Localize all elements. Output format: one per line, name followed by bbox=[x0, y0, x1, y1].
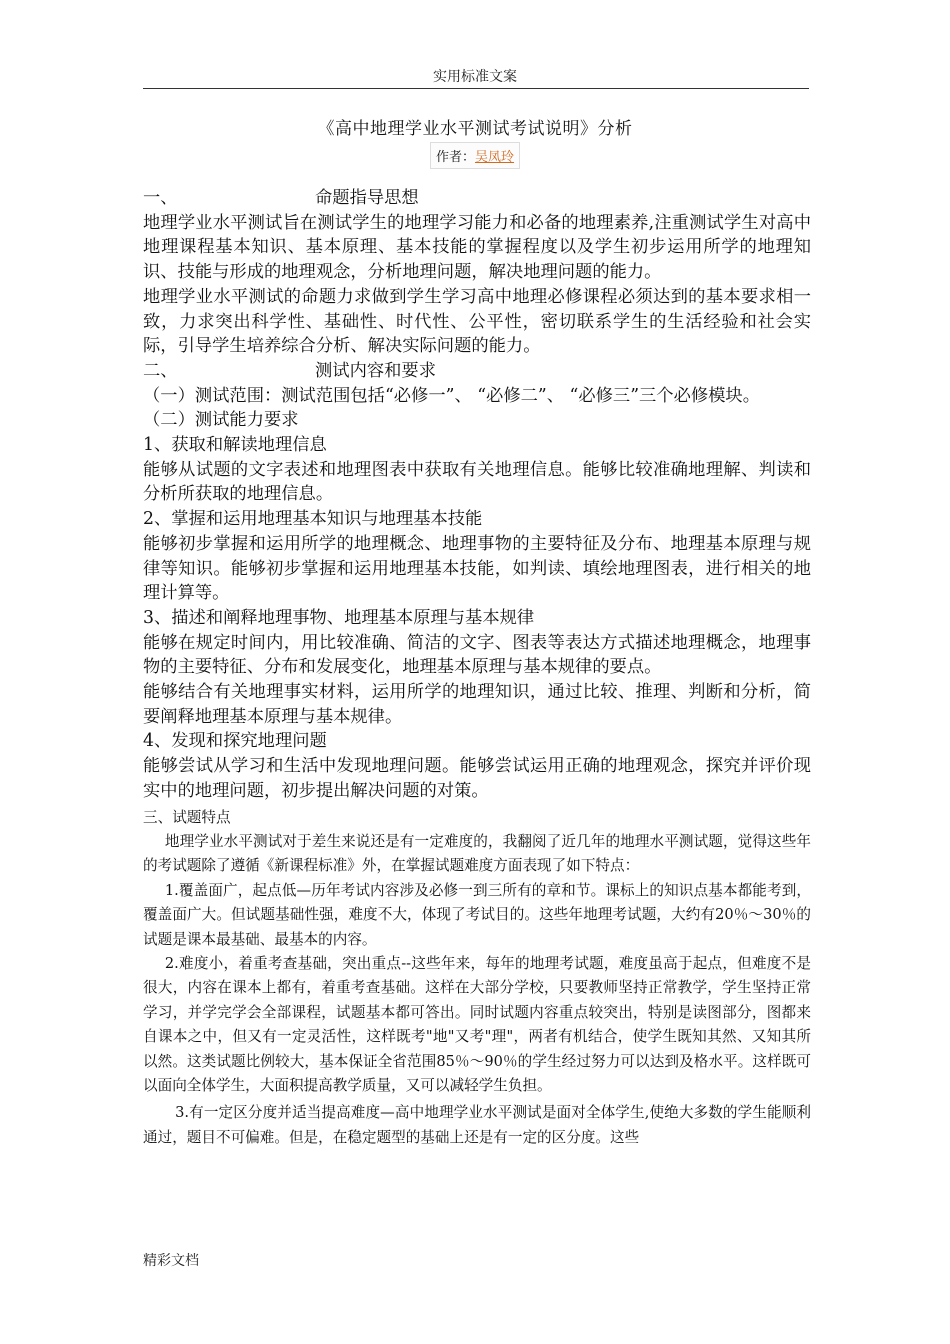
ability-4-title: 4、发现和探究地理问题 bbox=[143, 731, 327, 752]
author-name-link[interactable]: 吴凤玲 bbox=[475, 150, 515, 165]
section-1-title: 命题指导思想 bbox=[315, 188, 419, 208]
ability-2-title: 2、掌握和运用地理基本知识与地理基本技能 bbox=[143, 509, 483, 530]
feature-point-1: 1.覆盖面广，起点低—历年考试内容涉及必修一到三所有的章和节。课标上的知识点基本都能考到，覆盖面广大。但试题基础性强，难度不大，体现了考试目的。这些年地理考试题，大约有20％～30％的试题是课本最基础、最基本的内容。 bbox=[143, 881, 811, 948]
section-1-paragraph-2: 地理学业水平测试的命题力求做到学生学习高中地理必修课程必须达到的基本要求相一致，力求突出科学性、基础性、时代性、公平性，密切联系学生的生活经验和社会实际，引导学生培养综合分析、解决实际问题的能力。 bbox=[143, 286, 811, 357]
page-header: 实用标准文案 bbox=[433, 69, 517, 85]
test-scope: （一）测试范围：测试范围包括“必修一”、 “必修二”、 “必修三”三个必修模块。 bbox=[143, 385, 760, 406]
feature-point-2: 2.难度小，着重考查基础，突出重点--这些年来，每年的地理考试题，难度虽高于起点，但难度不是很大，内容在课本上都有，着重考查基础。这样在大部分学校，只要教师坚持正常教学，学生坚持正常学习，并学完学会全部课程，试题基本都可答出。同时试题内容重点较突出，特别是读图部分，图都来自课本之中，但又有一定灵活性，这样既考"地"又考"理"，两者有机结合，使学生既知其然、又知其所以然。这类试题比例较大，基本保证全省范围85％～90％的学生经过努力可以达到及格水平。这样既可以面向全体学生，大面积提高教学质量，又可以减轻学生负担。 bbox=[143, 955, 811, 1095]
author-label: 作者： bbox=[436, 150, 476, 165]
ability-1-text: 能够从试题的文字表述和地理图表中获取有关地理信息。能够比较准确地理解、判读和分析所获取的地理信息。 bbox=[143, 459, 811, 505]
section-1-number: 一、 bbox=[143, 188, 178, 208]
section-1-heading bbox=[143, 186, 811, 211]
document-body bbox=[143, 186, 811, 1150]
ability-requirements-heading: （二）测试能力要求 bbox=[143, 410, 299, 431]
section-2-title: 测试内容和要求 bbox=[315, 360, 436, 381]
header-divider bbox=[143, 88, 809, 89]
ability-4-text: 能够尝试从学习和生活中发现地理问题。能够尝试运用正确的地理观念，探究并评价现实中的地理问题，初步提出解决问题的对策。 bbox=[143, 756, 811, 801]
ability-2-text: 能够初步掌握和运用所学的地理概念、地理事物的主要特征及分布、地理基本原理与规律等知识。能够初步掌握和运用地理基本技能，如判读、填绘地理图表，进行相关的地理计算等。 bbox=[143, 533, 811, 604]
section-3-intro: 地理学业水平测试对于差生来说还是有一定难度的，我翻阅了近几年的地理水平测试题，觉得这些年的考试题除了遵循《新课程标准》外，在掌握试题难度方面表现了如下特点： bbox=[143, 832, 811, 875]
author-line bbox=[430, 142, 520, 169]
ability-3-text-2: 能够结合有关地理事实材料，运用所学的地理知识，通过比较、推理、判断和分析，简要阐释地理基本原理与基本规律。 bbox=[143, 682, 811, 727]
page-footer: 精彩文档 bbox=[143, 1253, 199, 1269]
feature-point-3: 3.有一定区分度并适当提高难度—高中地理学业水平测试是面对全体学生,使绝大多数的学生能顺利通过，题目不可偏难。但是，在稳定题型的基础上还是有一定的区分度。这些 bbox=[143, 1104, 811, 1146]
ability-3-title: 3、描述和阐释地理事物、地理基本原理与基本规律 bbox=[143, 607, 535, 628]
section-2-heading bbox=[143, 359, 811, 384]
section-3-heading: 三、试题特点 bbox=[143, 808, 231, 826]
section-1-paragraph-1: 地理学业水平测试旨在测试学生的地理学习能力和必备的地理素养,注重测试学生对高中地理课程基本知识、基本原理、基本技能的掌握程度以及学生初步运用所学的地理知识、技能与形成的地理观念，分析地理问题，解决地理问题的能力。 bbox=[143, 212, 811, 283]
section-2-number: 二、 bbox=[143, 360, 178, 381]
document-title: 《高中地理学业水平测试考试说明》分析 bbox=[317, 119, 633, 139]
ability-3-text-1: 能够在规定时间内，用比较准确、简洁的文字、图表等表达方式描述地理概念，地理事物的主要特征、分布和发展变化，地理基本原理与基本规律的要点。 bbox=[143, 632, 811, 678]
ability-1-title: 1、获取和解读地理信息 bbox=[143, 435, 327, 456]
